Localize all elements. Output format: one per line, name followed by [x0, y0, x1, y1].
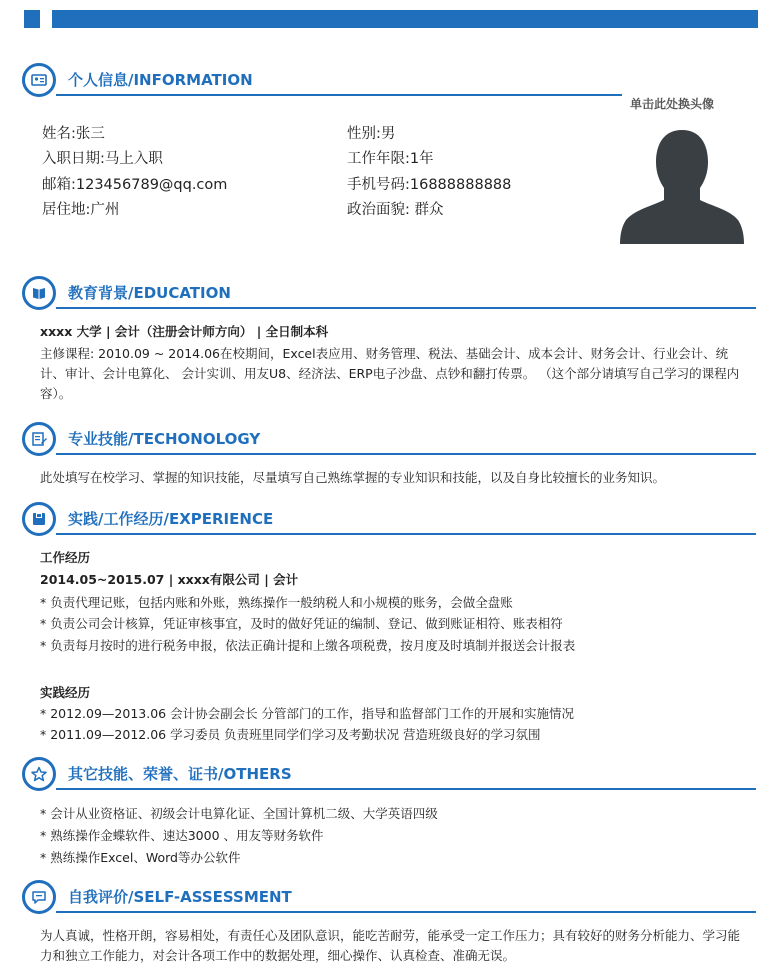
section-divider: [56, 788, 756, 790]
section-title: 其它技能、荣誉、证书/OTHERS: [68, 765, 292, 783]
header-accent-square: [24, 10, 40, 28]
star-icon: [22, 757, 56, 791]
list-item: * 负责每月按时的进行税务申报，依法正确计提和上缴各项税费，按月度及时填制并报送会计报表: [40, 638, 576, 653]
section-header-skills: [22, 422, 622, 456]
list-item: * 2011.09—2012.06 学习委员 负责班里同学们学习及考勤状况 营造班级良好的学习氛围: [40, 727, 541, 742]
section-header-information: [22, 63, 622, 97]
list-item: * 负责代理记账，包括内账和外账，熟练操作一般纳税人和小规模的账务，会做全盘账: [40, 595, 513, 610]
assessment-text: 为人真诚，性格开朗，容易相处，有责任心及团队意识，能吃苦耐劳，能承受一定工作压力；具有较好的财务分析能力、学习能力和独立工作能力，对会计各项工作中的数据处理，细心操作、认真检查、准确无误。: [40, 928, 741, 963]
section-title: 教育背景/EDUCATION: [68, 284, 231, 302]
header-accent-bar: [52, 10, 758, 28]
section-divider: [56, 453, 756, 455]
section-divider: [56, 307, 756, 309]
section-divider: [56, 94, 622, 96]
list-item: * 负责公司会计核算，凭证审核事宜，及时的做好凭证的编制、登记、做到账证相符、账表相符: [40, 616, 563, 631]
address-field: 居住地:广州: [42, 202, 120, 218]
section-header-others: [22, 757, 622, 791]
section-divider: [56, 911, 756, 913]
education-header: xxxx 大学 | 会计（注册会计师方向） | 全日制本科: [40, 324, 329, 339]
list-item: * 会计从业资格证、初级会计电算化证、全国计算机二级、大学英语四级: [40, 806, 438, 821]
section-header-experience: [22, 502, 622, 536]
political-field: 政治面貌: 群众: [347, 202, 444, 218]
section-title: 专业技能/TECHONOLOGY: [68, 430, 261, 448]
section-divider: [56, 533, 756, 535]
chat-bubble-icon: [22, 880, 56, 914]
practice-label: 实践经历: [40, 685, 91, 700]
start-date-field: 入职日期:马上入职: [42, 151, 163, 167]
section-title: 自我评价/SELF-ASSESSMENT: [68, 888, 292, 906]
work-label: 工作经历: [40, 550, 91, 565]
section-header-education: [22, 276, 622, 310]
avatar-change-label[interactable]: 单击此处换头像: [630, 97, 715, 111]
phone-field: 手机号码:16888888888: [347, 177, 512, 193]
skills-text: 此处填写在校学习、掌握的知识技能，尽量填写自己熟练掌握的专业知识和技能，以及自身比较擅长的业务知识。: [40, 470, 666, 485]
section-header-assessment: [22, 880, 622, 914]
id-card-icon: [22, 63, 56, 97]
section-title: 实践/工作经历/EXPERIENCE: [68, 510, 274, 528]
gender-field: 性别:男: [347, 126, 396, 142]
list-item: * 熟练操作金蝶软件、速达3000 、用友等财务软件: [40, 828, 324, 843]
list-item: * 熟练操作Excel、Word等办公软件: [40, 850, 241, 865]
document-edit-icon: [22, 422, 56, 456]
years-field: 工作年限:1年: [347, 151, 434, 167]
avatar[interactable]: [612, 122, 752, 244]
job-header: 2014.05~2015.07 | xxxx有限公司 | 会计: [40, 572, 299, 587]
briefcase-icon: [22, 502, 56, 536]
book-icon: [22, 276, 56, 310]
section-title: 个人信息/INFORMATION: [68, 71, 253, 89]
education-courses: 主修课程: 2010.09 ~ 2014.06在校期间，Excel表应用、财务管理、税法、基础会计、成本会计、财务会计、行业会计、统计、审计、会计电算化、 会计实训、用友U8、经济法、ERP电子沙盘、点钞和翻打传票。 （这个部分请填写自己学习的课程内容）。: [40, 346, 740, 401]
name-field: 姓名:张三: [42, 126, 105, 142]
email-field: 邮箱:123456789@qq.com: [42, 177, 228, 193]
list-item: * 2012.09—2013.06 会计协会副会长 分管部门的工作，指导和监督部门工作的开展和实施情况: [40, 706, 575, 721]
